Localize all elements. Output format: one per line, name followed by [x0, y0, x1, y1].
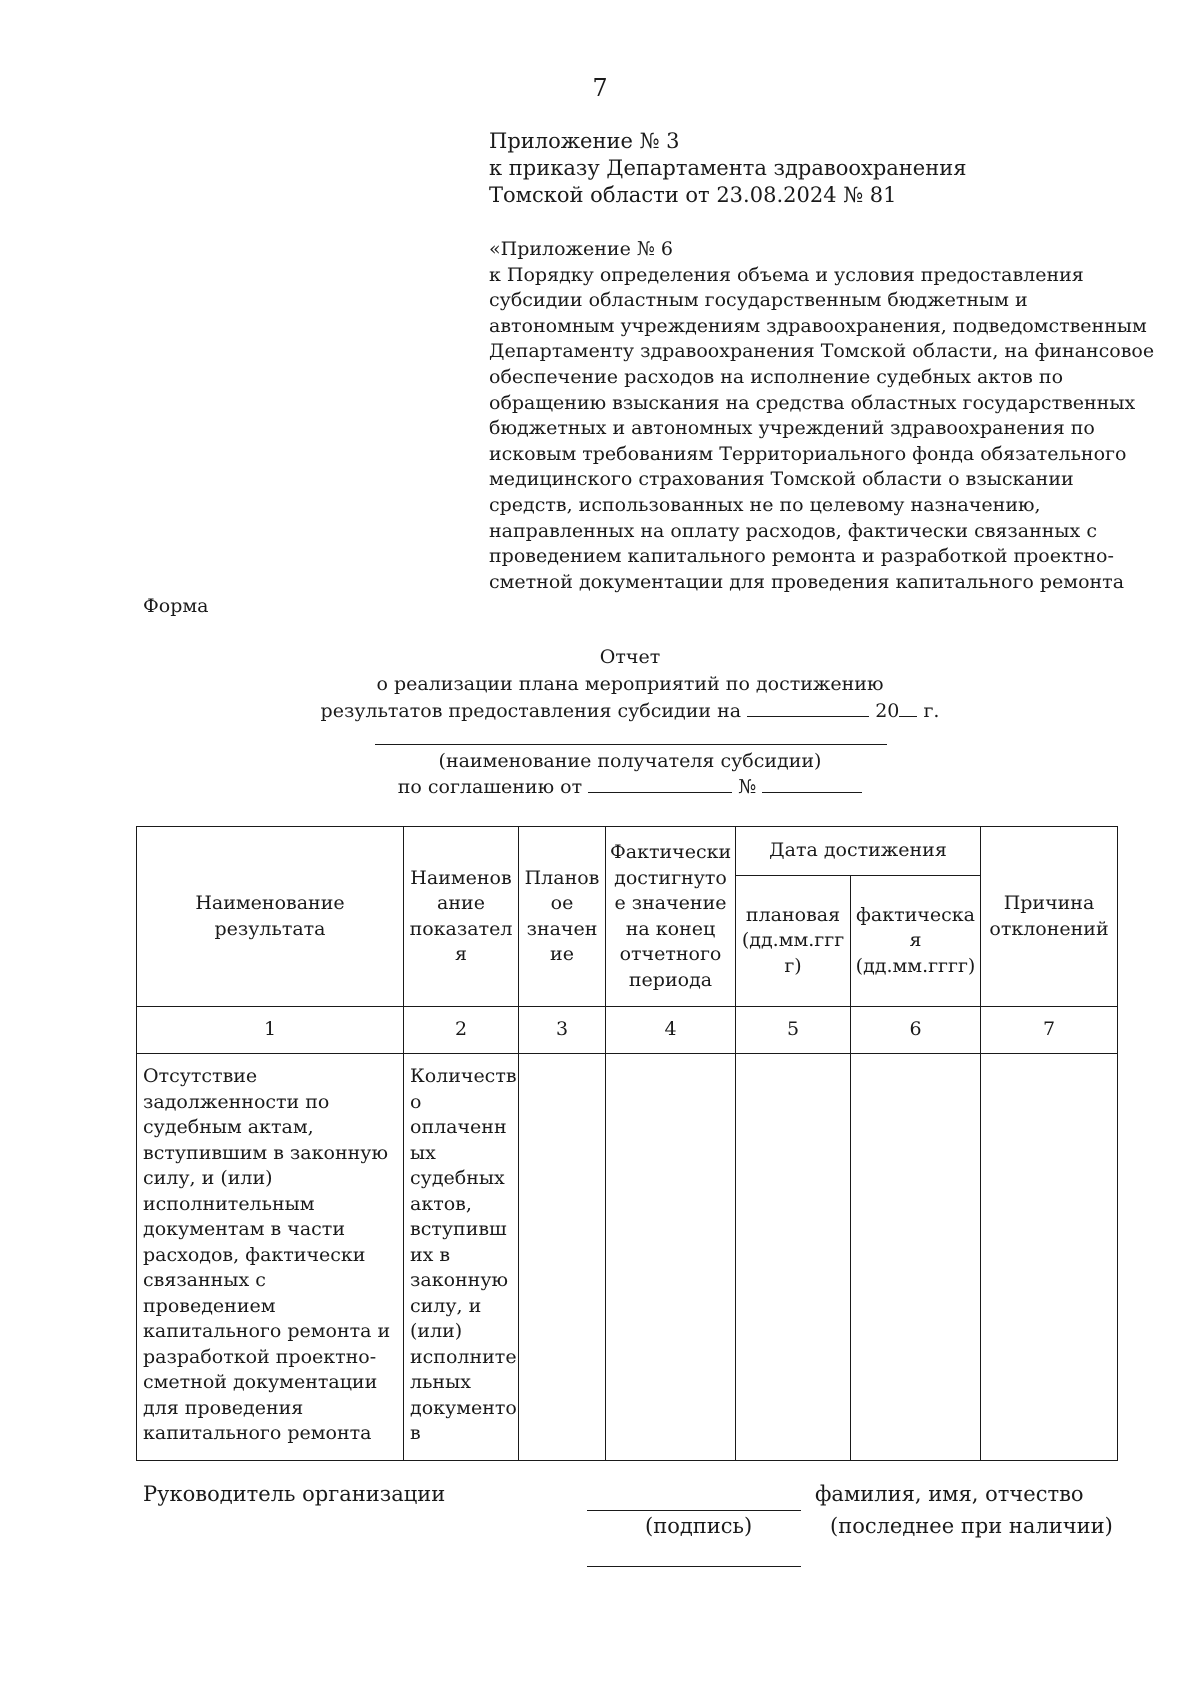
recipient-caption-block — [0, 748, 1200, 800]
appendix-line: Приложение № 3 — [489, 129, 680, 153]
table-row — [137, 1054, 1118, 1461]
order-line: обращению взыскания на средства областных государственных — [489, 391, 1136, 414]
header-deviation-reason: Причина отклонений — [981, 827, 1118, 1007]
header-result-name: Наименование результата — [137, 827, 404, 1007]
agreement-line — [0, 774, 1200, 800]
table-header-row — [137, 827, 1118, 876]
header-achievement-date: Дата достижения — [736, 827, 981, 876]
agreement-prefix: по соглашению от — [397, 776, 583, 798]
report-table — [136, 826, 1118, 1461]
full-name-label: фамилия, имя, отчество — [815, 1482, 1084, 1506]
column-number: 1 — [137, 1007, 404, 1054]
secondary-signature-line[interactable] — [587, 1566, 801, 1567]
report-date-line — [0, 698, 1200, 725]
order-line: медицинского страхования Томской области о взыскании — [489, 468, 1074, 491]
column-number: 6 — [851, 1007, 981, 1054]
header-actual-value: Фактически достигнуто е значение на конец отчетного периода — [606, 827, 736, 1007]
page-number: 7 — [592, 74, 608, 102]
appendix-line: к приказу Департамента здравоохранения — [489, 156, 967, 180]
report-year-blank[interactable] — [899, 698, 917, 717]
report-title: Отчет — [599, 646, 661, 668]
agreement-number-blank[interactable] — [762, 774, 862, 793]
report-subtitle: о реализации плана мероприятий по достижению — [376, 673, 884, 695]
cell-actual-value[interactable] — [606, 1054, 736, 1461]
cell-planned-date[interactable] — [736, 1054, 851, 1461]
cell-deviation-reason[interactable] — [981, 1054, 1118, 1461]
order-line: обеспечение расходов на исполнение судебных актов по — [489, 365, 1064, 388]
recipient-name-line[interactable] — [375, 744, 887, 745]
column-number: 7 — [981, 1007, 1118, 1054]
order-line: средств, использованных не по целевому назначению, — [489, 493, 1041, 516]
signature-line[interactable] — [587, 1510, 801, 1511]
order-line: субсидии областным государственным бюджетным и — [489, 289, 1028, 312]
cell-result-name: Отсутствие задолженности по судебным актам, вступившим в законную силу, и (или) исполнительным документам в части расходов, фактически связанных с проведением капитального ремонта и разработкой проектно-сметной документации для проведения капитального ремонта — [137, 1054, 404, 1461]
order-line: сметной документации для проведения капитального ремонта — [489, 570, 1125, 593]
signature-caption: (подпись) — [645, 1514, 753, 1538]
appendix-header — [489, 128, 966, 209]
order-line: направленных на оплату расходов, фактически связанных с — [489, 519, 1097, 542]
table-number-row — [137, 1007, 1118, 1054]
report-year: 20 — [875, 700, 900, 722]
header-planned-value: Планов ое значен ие — [519, 827, 606, 1007]
full-name-caption: (последнее при наличии) — [830, 1514, 1113, 1538]
report-date-prefix: результатов предоставления субсидии на — [320, 700, 742, 722]
column-number: 2 — [404, 1007, 519, 1054]
header-planned-date: плановая (дд.мм.ггг г) — [736, 876, 851, 1007]
column-number: 4 — [606, 1007, 736, 1054]
column-number: 3 — [519, 1007, 606, 1054]
column-number: 5 — [736, 1007, 851, 1054]
header-actual-date: фактическа я (дд.мм.гггг) — [851, 876, 981, 1007]
cell-actual-date[interactable] — [851, 1054, 981, 1461]
order-line: «Приложение № 6 — [489, 238, 673, 260]
report-heading — [0, 644, 1200, 725]
cell-planned-value[interactable] — [519, 1054, 606, 1461]
form-label: Форма — [143, 595, 209, 617]
order-line: проведением капитального ремонта и разработкой проектно- — [489, 545, 1114, 568]
order-line: бюджетных и автономных учреждений здравоохранения по — [489, 417, 1095, 440]
order-line: исковым требованиям Территориального фонда обязательного — [489, 442, 1127, 465]
order-appendix-text — [489, 237, 1154, 595]
cell-indicator-name: Количеств о оплаченн ых судебных актов, вступивш их в законную силу, и (или) исполните льных документо в — [404, 1054, 519, 1461]
agreement-date-blank[interactable] — [588, 774, 732, 793]
order-line: к Порядку определения объема и условия предоставления — [489, 263, 1084, 286]
agreement-number-sign: № — [738, 776, 757, 798]
header-indicator-name: Наименов ание показател я — [404, 827, 519, 1007]
report-year-suffix: г. — [923, 700, 940, 722]
report-date-blank[interactable] — [747, 698, 869, 717]
order-line: Департаменту здравоохранения Томской области, на финансовое — [489, 340, 1155, 363]
order-line: автономным учреждениям здравоохранения, подведомственным — [489, 314, 1147, 337]
appendix-line: Томской области от 23.08.2024 № 81 — [489, 183, 897, 207]
recipient-caption: (наименование получателя субсидии) — [438, 750, 822, 772]
head-of-organization-label: Руководитель организации — [143, 1482, 446, 1506]
